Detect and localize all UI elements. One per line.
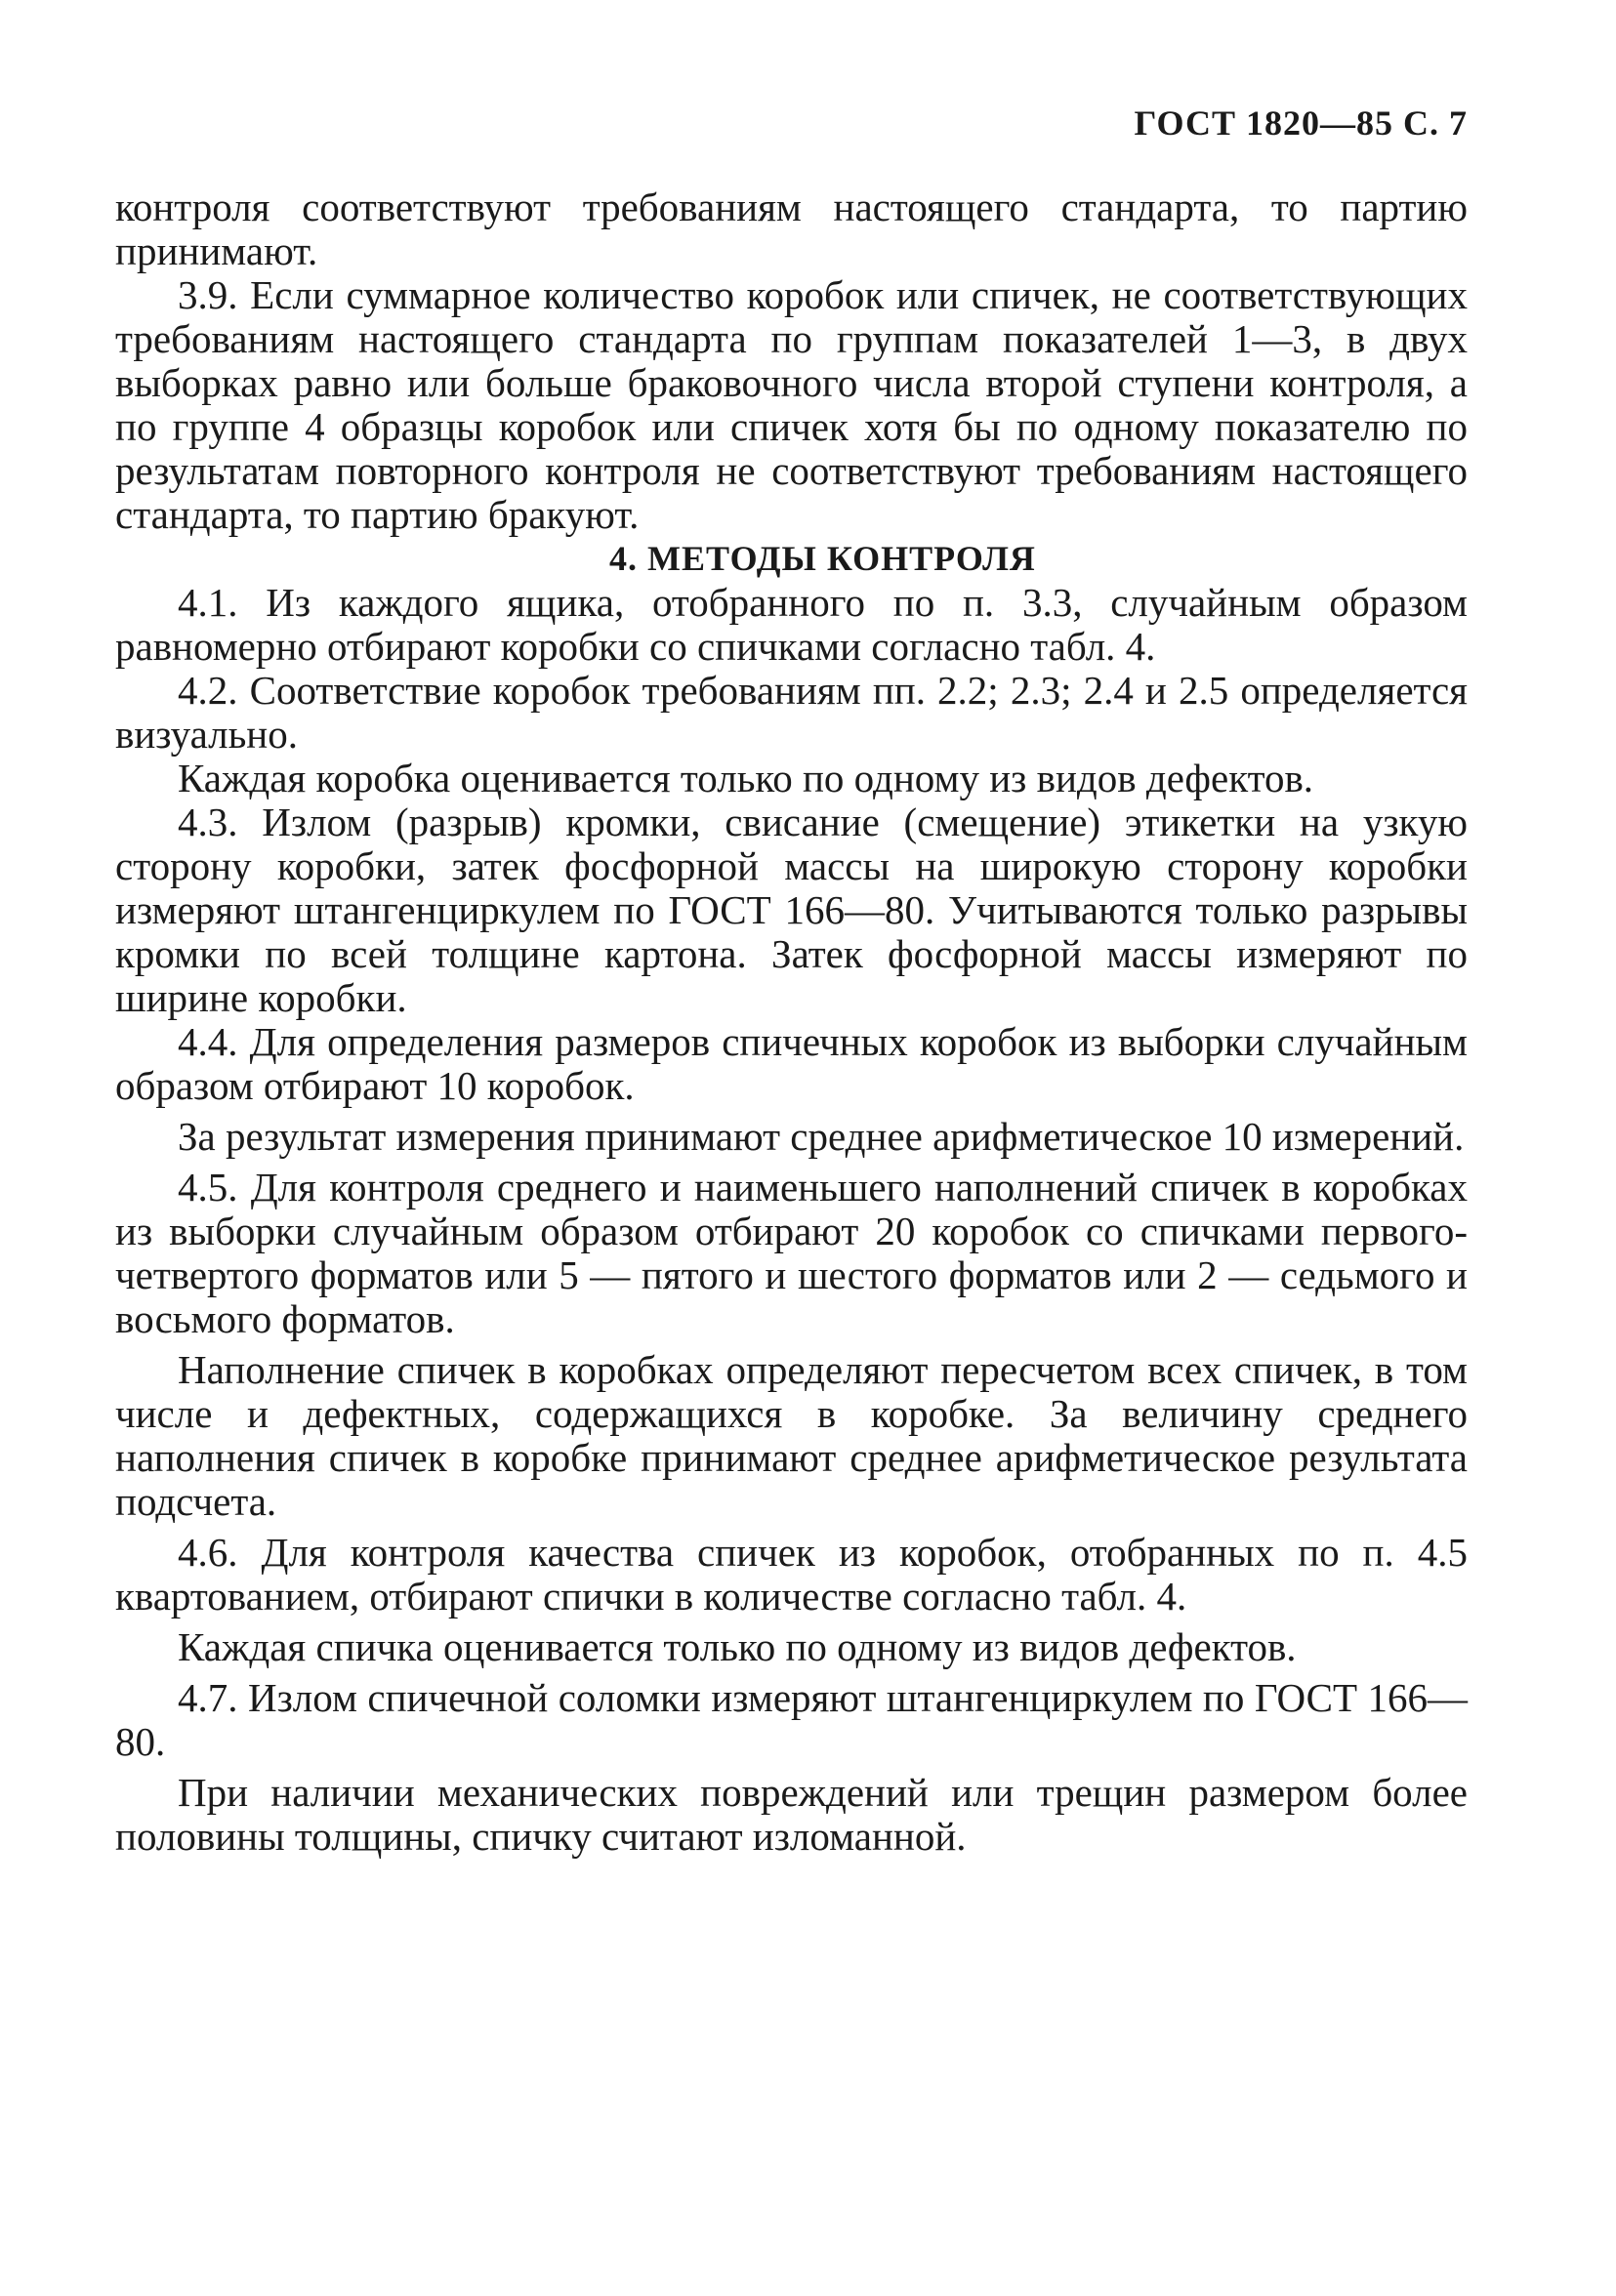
paragraph-continuation: контроля соответствуют требованиям настоящего стандарта, то партию принимают. (115, 184, 1468, 273)
paragraph-4-7: 4.7. Излом спичечной соломки измеряют штангенциркулем по ГОСТ 166—80. (115, 1675, 1468, 1764)
paragraph-4-7-note: При наличии механических повреждений или трещин размером более половины толщины, спичку считают изломанной. (115, 1770, 1468, 1859)
section-title: 4. МЕТОДЫ КОНТРОЛЯ (609, 539, 1036, 578)
paragraph-4-1: 4.1. Из каждого ящика, отобранного по п. 3.3, случайным образом равномерно отбирают коробки со спичками согласно табл. 4. (115, 580, 1468, 669)
paragraph-4-4: 4.4. Для определения размеров спичечных коробок из выборки случайным образом отбирают 10 коробок. (115, 1019, 1468, 1108)
paragraph-4-5-note: Наполнение спичек в коробках определяют пересчетом всех спичек, в том числе и дефектных, содержащихся в коробке. За величину среднего наполнения спичек в коробке принимают среднее арифметическое результата подсчета. (115, 1347, 1468, 1524)
page-header: ГОСТ 1820—85 С. 7 (1134, 103, 1468, 143)
paragraph-4-2: 4.2. Соответствие коробок требованиям пп. 2.2; 2.3; 2.4 и 2.5 определяется визуально. (115, 668, 1468, 757)
paragraph-4-3: 4.3. Излом (разрыв) кромки, свисание (смещение) этикетки на узкую сторону коробки, затек фосфорной массы на широкую сторону коробки измеряют штангенциркулем по ГОСТ 166—80. Учитываются только разрывы кромки по всей толщине картона. Затек фосфорной массы измеряют по ширине коробки. (115, 800, 1468, 1020)
paragraph-4-4-note: За результат измерения принимают среднее арифметическое 10 измерений. (178, 1114, 1465, 1159)
paragraph-4-6: 4.6. Для контроля качества спичек из коробок, отобранных по п. 4.5 квартованием, отбирают спички в количестве согласно табл. 4. (115, 1530, 1468, 1619)
page-body (115, 185, 1468, 1859)
paragraph-4-5: 4.5. Для контроля среднего и наименьшего наполнений спичек в коробках из выборки случайным образом отбирают 20 коробок со спичками первого-четвертого форматов или 5 — пятого и шестого форматов или 2 — седьмого и восьмого форматов. (115, 1165, 1468, 1341)
paragraph-3-9: 3.9. Если суммарное количество коробок или спичек, не соответствующих требованиям настоящего стандарта по группам показателей 1—3, в двух выборках равно или больше браковочного числа второй ступени контроля, а по группе 4 образцы коробок или спичек хотя бы по одному показателю по результатам повторного контроля не соответствуют требованиям настоящего стандарта, то партию бракуют. (115, 272, 1468, 537)
paragraph-4-6-note: Каждая спичка оценивается только по одному из видов дефектов. (178, 1624, 1297, 1669)
paragraph-4-2-note: Каждая коробка оценивается только по одному из видов дефектов. (178, 756, 1314, 800)
